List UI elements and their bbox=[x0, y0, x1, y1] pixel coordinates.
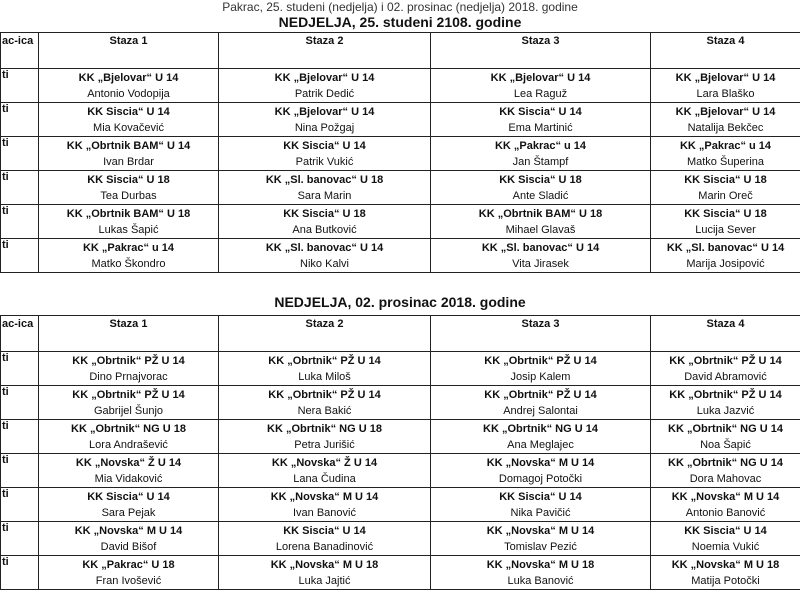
competitor-name: Nera Bakić bbox=[297, 404, 352, 417]
competitor-name: Lorena Banadinović bbox=[275, 540, 374, 553]
club-name: KK „Obrtnik“ PŽ U 14 bbox=[268, 388, 381, 401]
header-row bbox=[1, 316, 800, 352]
competitor-name: Lucija Sever bbox=[695, 223, 756, 236]
row-label: ti bbox=[1, 522, 39, 556]
lane-cell bbox=[431, 556, 651, 590]
competitor-name: Lea Raguž bbox=[513, 87, 568, 100]
table-row bbox=[1, 239, 800, 273]
club-name: KK „Bjelovar“ U 14 bbox=[274, 105, 375, 118]
lane-header-3: Staza 3 bbox=[431, 316, 651, 352]
competitor-name: Mia Vidaković bbox=[94, 472, 163, 485]
competitor-name: Ana Meglajec bbox=[507, 438, 574, 451]
club-name: KK „Sl. banovac“ U 14 bbox=[666, 241, 785, 254]
lane-header-3: Staza 3 bbox=[431, 33, 651, 69]
lane-header-4: Staza 4 bbox=[651, 316, 800, 352]
competitor-name: Tomislav Pezić bbox=[504, 540, 577, 553]
lane-cell bbox=[651, 420, 800, 454]
club-name: KK „Obrtnik“ PŽ U 14 bbox=[669, 388, 782, 401]
competitor-name: Vita Jirasek bbox=[512, 257, 569, 270]
club-name: KK „Novska“ M U 14 bbox=[486, 524, 595, 537]
club-name: KK „Pakrac“ U 18 bbox=[82, 558, 175, 571]
club-name: KK Siscia“ U 18 bbox=[684, 173, 767, 186]
table-row bbox=[1, 386, 800, 420]
lane-cell bbox=[651, 556, 800, 590]
day-1-title: NEDJELJA, 25. studeni 2108. godine bbox=[278, 14, 522, 30]
lane-cell bbox=[651, 205, 800, 239]
club-name: KK „Obrtnik“ PŽ U 14 bbox=[72, 388, 185, 401]
document-header-line: Pakrac, 25. studeni (nedjelja) i 02. prosinac (nedjelja) 2018. godine bbox=[222, 0, 578, 14]
table-row bbox=[1, 454, 800, 488]
competitor-name: Lana Čudina bbox=[293, 472, 356, 485]
club-name: KK „Novska“ M U 14 bbox=[270, 490, 379, 503]
club-name: KK „Obrtnik“ NG U 14 bbox=[668, 456, 783, 469]
competitor-name: Tea Durbas bbox=[100, 189, 157, 202]
lane-cell bbox=[219, 205, 431, 239]
lane-cell bbox=[431, 420, 651, 454]
row-label: ti bbox=[1, 205, 39, 239]
row-label: ti bbox=[1, 488, 39, 522]
club-name: KK „Novska“ M U 14 bbox=[486, 456, 595, 469]
club-name: KK „Obrtnik“ PŽ U 14 bbox=[72, 354, 185, 367]
lane-cell bbox=[651, 488, 800, 522]
lane-header-2: Staza 2 bbox=[219, 316, 431, 352]
lane-cell bbox=[431, 488, 651, 522]
table-row bbox=[1, 137, 800, 171]
competitor-name: Patrik Vukić bbox=[295, 155, 354, 168]
competitor-name: Mihael Glavaš bbox=[505, 223, 576, 236]
competitor-name: Gabrijel Šunjo bbox=[93, 404, 164, 417]
competitor-name: Jan Štampf bbox=[512, 155, 569, 168]
table-row bbox=[1, 556, 800, 590]
competitor-name: Matko Škondro bbox=[91, 257, 166, 270]
club-name: KK „Bjelovar“ U 14 bbox=[675, 105, 776, 118]
lane-cell bbox=[39, 239, 219, 273]
lane-cell bbox=[219, 69, 431, 103]
lane-cell bbox=[219, 103, 431, 137]
table-row bbox=[1, 488, 800, 522]
lane-cell bbox=[219, 556, 431, 590]
table-row bbox=[1, 171, 800, 205]
row-label: ti bbox=[1, 556, 39, 590]
competitor-name: Marija Josipović bbox=[686, 257, 765, 270]
club-name: KK „Obrtnik“ NG U 14 bbox=[668, 422, 783, 435]
competitor-name: Lora Andrašević bbox=[89, 438, 168, 451]
club-name: KK Siscia“ U 18 bbox=[87, 173, 170, 186]
row-label: ti bbox=[1, 239, 39, 273]
lane-cell bbox=[431, 386, 651, 420]
club-name: KK Siscia“ U 14 bbox=[499, 490, 582, 503]
lane-cell bbox=[651, 386, 800, 420]
club-name: KK „Novska“ M U 18 bbox=[671, 558, 780, 571]
row-label: ti bbox=[1, 69, 39, 103]
row-label: ti bbox=[1, 137, 39, 171]
competitor-name: Antonio Banović bbox=[685, 506, 766, 519]
competitor-name: Petra Jurišić bbox=[294, 438, 355, 451]
lane-header-1: Staza 1 bbox=[39, 316, 219, 352]
table-row bbox=[1, 420, 800, 454]
table-row bbox=[1, 205, 800, 239]
competitor-name: David Abramović bbox=[684, 370, 767, 383]
row-label: ti bbox=[1, 171, 39, 205]
competitor-name: David Bišof bbox=[100, 540, 157, 553]
club-name: KK Siscia“ U 18 bbox=[684, 207, 767, 220]
lane-cell bbox=[651, 239, 800, 273]
club-name: KK „Obrtnik BAM“ U 18 bbox=[66, 207, 191, 220]
club-name: KK „Obrtnik BAM“ U 14 bbox=[66, 139, 191, 152]
competitor-name: Ema Martinić bbox=[508, 121, 573, 134]
row-label: ti bbox=[1, 420, 39, 454]
day-2-title: NEDJELJA, 02. prosinac 2018. godine bbox=[274, 294, 526, 310]
club-name: KK „Novska“ Ž U 14 bbox=[271, 456, 378, 469]
competitor-name: Niko Kalvi bbox=[300, 257, 349, 270]
lane-cell bbox=[431, 239, 651, 273]
table-row bbox=[1, 352, 800, 386]
competitor-name: Luka Jajtić bbox=[298, 574, 351, 587]
club-name: KK „Sl. banovac“ U 14 bbox=[265, 241, 384, 254]
club-name: KK „Obrtnik“ PŽ U 14 bbox=[484, 354, 597, 367]
lane-cell bbox=[431, 103, 651, 137]
competitor-name: Antonio Vodopija bbox=[87, 87, 170, 100]
lane-cell bbox=[39, 556, 219, 590]
competitor-name: Dora Mahovac bbox=[689, 472, 762, 485]
table-row bbox=[1, 69, 800, 103]
club-name: KK „Obrtnik“ PŽ U 14 bbox=[669, 354, 782, 367]
club-name: KK Siscia“ U 18 bbox=[283, 207, 366, 220]
club-name: KK „Novska“ M U 14 bbox=[671, 490, 780, 503]
club-name: KK Siscia“ U 14 bbox=[283, 139, 366, 152]
lane-cell bbox=[39, 171, 219, 205]
lane-cell bbox=[431, 454, 651, 488]
table-row bbox=[1, 103, 800, 137]
lane-cell bbox=[219, 488, 431, 522]
lane-cell bbox=[39, 103, 219, 137]
club-name: KK „Obrtnik“ PŽ U 14 bbox=[484, 388, 597, 401]
competitor-name: Sara Marin bbox=[297, 189, 352, 202]
day-2-schedule-table bbox=[0, 315, 800, 590]
club-name: KK „Sl. banovac“ U 14 bbox=[481, 241, 600, 254]
lane-cell bbox=[219, 454, 431, 488]
row-label: ti bbox=[1, 454, 39, 488]
club-name: KK Siscia“ U 18 bbox=[499, 173, 582, 186]
lane-cell bbox=[651, 171, 800, 205]
day-1-schedule-table bbox=[0, 32, 800, 273]
lane-header-2: Staza 2 bbox=[219, 33, 431, 69]
competitor-column-header: ac-ica bbox=[1, 33, 39, 69]
competitor-name: Lukas Šapić bbox=[98, 223, 159, 236]
competitor-name: Mia Kovačević bbox=[93, 121, 164, 134]
table-row bbox=[1, 522, 800, 556]
club-name: KK „Obrtnik“ NG U 18 bbox=[71, 422, 186, 435]
competitor-name: Noa Šapić bbox=[700, 438, 751, 451]
lane-cell bbox=[39, 137, 219, 171]
competitor-name: Dino Prnajvorac bbox=[89, 370, 168, 383]
lane-cell bbox=[651, 69, 800, 103]
club-name: KK „Bjelovar“ U 14 bbox=[675, 71, 776, 84]
club-name: KK „Bjelovar“ U 14 bbox=[490, 71, 591, 84]
lane-cell bbox=[219, 352, 431, 386]
lane-cell bbox=[219, 386, 431, 420]
competitor-name: Noemia Vukić bbox=[691, 540, 760, 553]
lane-cell bbox=[39, 522, 219, 556]
lane-cell bbox=[39, 386, 219, 420]
club-name: KK Siscia“ U 14 bbox=[684, 524, 767, 537]
lane-cell bbox=[219, 522, 431, 556]
competitor-name: Ana Butković bbox=[292, 223, 357, 236]
lane-header-4: Staza 4 bbox=[651, 33, 800, 69]
lane-cell bbox=[651, 103, 800, 137]
row-label: ti bbox=[1, 352, 39, 386]
competitor-name: Domagoj Potočki bbox=[498, 472, 583, 485]
competitor-name: Josip Kalem bbox=[510, 370, 571, 383]
club-name: KK „Obrtnik BAM“ U 18 bbox=[478, 207, 603, 220]
competitor-name: Natalija Bekčec bbox=[687, 121, 764, 134]
competitor-name: Andrej Salontai bbox=[503, 404, 578, 417]
competitor-name: Ivan Brdar bbox=[103, 155, 154, 168]
lane-cell bbox=[219, 420, 431, 454]
row-label: ti bbox=[1, 103, 39, 137]
competitor-name: Ante Sladić bbox=[512, 189, 569, 202]
club-name: KK „Novska“ M U 14 bbox=[74, 524, 183, 537]
club-name: KK „Pakrac“ u 14 bbox=[494, 139, 587, 152]
club-name: KK „Bjelovar“ U 14 bbox=[274, 71, 375, 84]
lane-cell bbox=[651, 522, 800, 556]
competitor-name: Luka Jazvić bbox=[696, 404, 755, 417]
lane-cell bbox=[431, 171, 651, 205]
competitor-name: Matija Potočki bbox=[691, 574, 760, 587]
club-name: KK „Novska“ Ž U 14 bbox=[75, 456, 182, 469]
competitor-name: Nika Pavičić bbox=[510, 506, 571, 519]
lane-cell bbox=[431, 69, 651, 103]
competitor-name: Luka Miloš bbox=[298, 370, 351, 383]
lane-cell bbox=[39, 352, 219, 386]
lane-cell bbox=[431, 137, 651, 171]
club-name: KK „Obrtnik“ NG U 14 bbox=[483, 422, 598, 435]
lane-cell bbox=[219, 171, 431, 205]
club-name: KK Siscia“ U 14 bbox=[499, 105, 582, 118]
club-name: KK „Novska“ M U 18 bbox=[486, 558, 595, 571]
club-name: KK „Novska“ M U 18 bbox=[270, 558, 379, 571]
lane-cell bbox=[39, 69, 219, 103]
competitor-name: Luka Banović bbox=[507, 574, 574, 587]
lane-header-1: Staza 1 bbox=[39, 33, 219, 69]
lane-cell bbox=[651, 454, 800, 488]
competitor-name: Marin Oreč bbox=[698, 189, 753, 202]
club-name: KK Siscia“ U 14 bbox=[87, 105, 170, 118]
club-name: KK „Pakrac“ u 14 bbox=[679, 139, 772, 152]
lane-cell bbox=[651, 352, 800, 386]
lane-cell bbox=[431, 522, 651, 556]
club-name: KK „Sl. banovac“ U 18 bbox=[265, 173, 384, 186]
club-name: KK „Obrtnik“ NG U 18 bbox=[267, 422, 382, 435]
lane-cell bbox=[219, 137, 431, 171]
lane-cell bbox=[219, 239, 431, 273]
header-row bbox=[1, 33, 800, 69]
row-label: ti bbox=[1, 386, 39, 420]
club-name: KK „Obrtnik“ PŽ U 14 bbox=[268, 354, 381, 367]
competitor-name: Patrik Dedić bbox=[294, 87, 355, 100]
lane-cell bbox=[431, 352, 651, 386]
club-name: KK Siscia“ U 14 bbox=[87, 490, 170, 503]
competitor-name: Sara Pejak bbox=[101, 506, 156, 519]
club-name: KK Siscia“ U 14 bbox=[283, 524, 366, 537]
lane-cell bbox=[431, 205, 651, 239]
competitor-name: Fran Ivošević bbox=[95, 574, 162, 587]
lane-cell bbox=[651, 137, 800, 171]
lane-cell bbox=[39, 488, 219, 522]
lane-cell bbox=[39, 454, 219, 488]
competitor-name: Ivan Banović bbox=[293, 506, 356, 519]
competitor-column-header: ac-ica bbox=[1, 316, 39, 352]
club-name: KK „Bjelovar“ U 14 bbox=[78, 71, 179, 84]
lane-cell bbox=[39, 420, 219, 454]
club-name: KK „Pakrac“ u 14 bbox=[82, 241, 175, 254]
lane-cell bbox=[39, 205, 219, 239]
competitor-name: Nina Požgaj bbox=[294, 121, 355, 134]
competitor-name: Matko Šuperina bbox=[686, 155, 765, 168]
competitor-name: Lara Blaško bbox=[696, 87, 755, 100]
